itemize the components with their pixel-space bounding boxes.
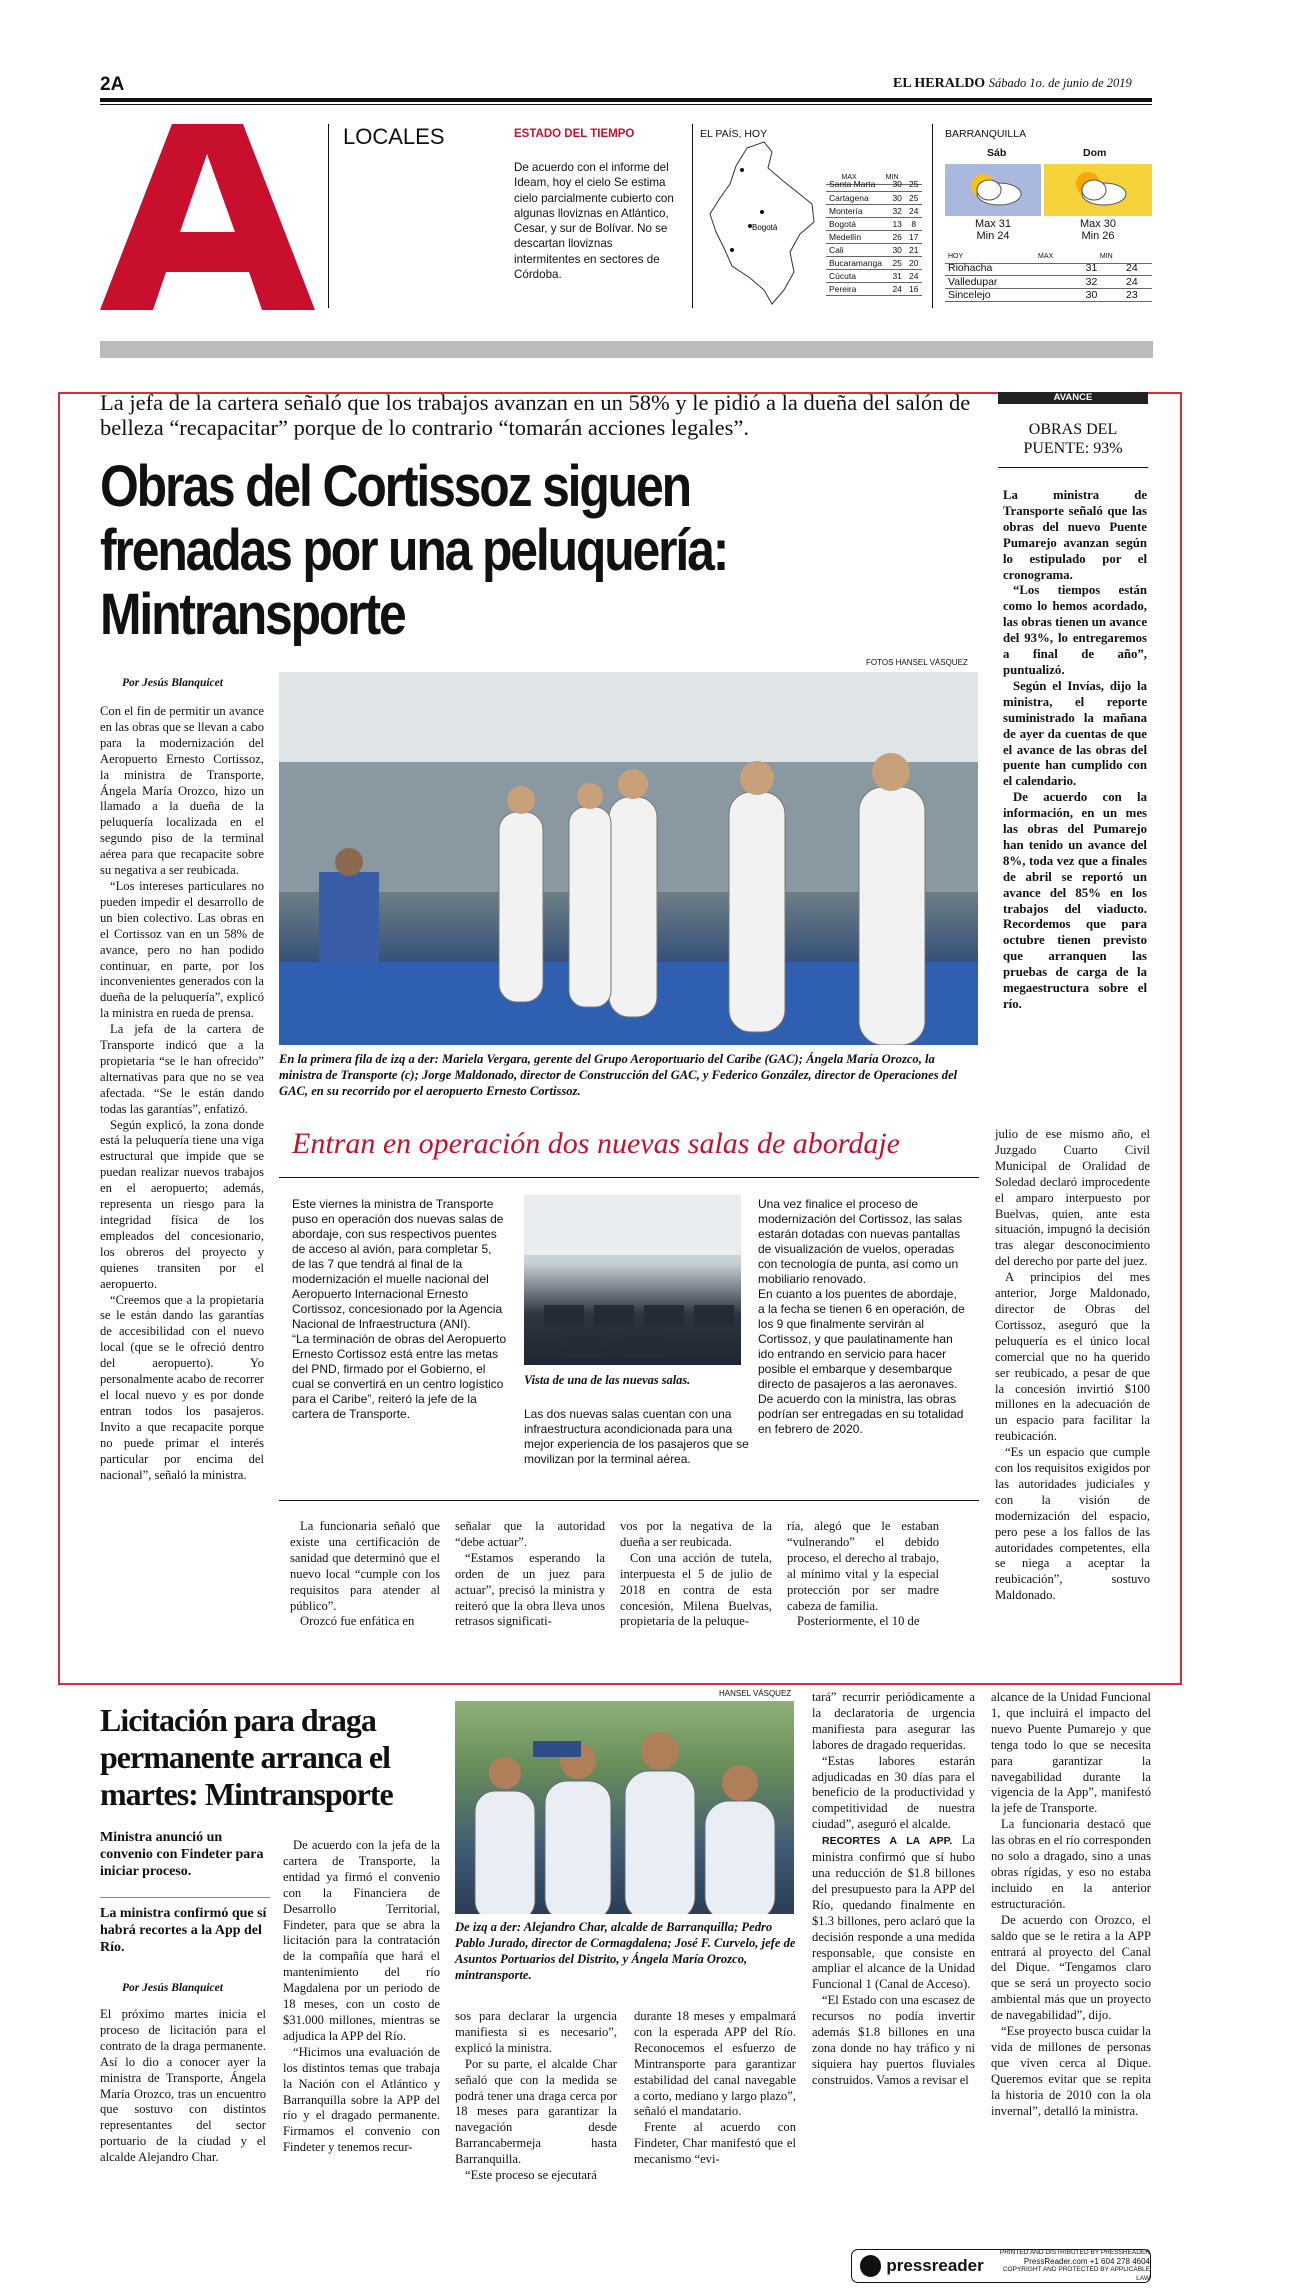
summary-1: Ministra anunció un convenio con Findeter para iniciar proceso.	[100, 1830, 264, 1879]
divider	[692, 124, 693, 308]
sidebar-title: OBRAS DEL PUENTE: 93%	[1023, 421, 1123, 457]
max-header: MAX	[839, 171, 883, 184]
paragraph: Según explicó, la zona donde está la peluquería tiene una viga estructural que impide que se puedan realizar nuevos trabajos en el aeropuerto; además, representa un riesgo para la integridad física de los empleados del concesionario, los obreros del proyecto y quienes transiten por el aeropuerto.	[100, 1117, 264, 1291]
sidebar-rule	[998, 467, 1148, 468]
gray-band	[100, 341, 1153, 358]
country-title: EL PAÍS, HOY	[700, 128, 768, 140]
sub-headline: Entran en operación dos nuevas salas de abordaje	[292, 1127, 900, 1160]
paragraph: “Estamos esperando la orden de un juez para actuar”, precisó la ministra y reiteró que la obra lleva unos retrasos significati-	[455, 1550, 605, 1629]
paper-name: EL HERALDO	[893, 76, 986, 91]
table-row: Cúcuta 31 24	[826, 269, 922, 282]
barranquilla-title: BARRANQUILLA	[945, 128, 1027, 140]
table-row: Bucaramanga 25 20	[826, 256, 922, 269]
paragraph: La ministra de Transporte señaló que las obras del nuevo Puente Pumarejo avanzan según lo estipulado por el cronograma.	[1003, 488, 1147, 582]
header-rule	[100, 98, 1152, 102]
box-photo-caption: Vista de una de las nuevas salas.	[524, 1373, 691, 1387]
paragraph: Con una acción de tutela, interpuesta el 5 de julio de 2018 en contra de esta concesión, Milena Buelvas, propietaria de la peluque-	[620, 1550, 772, 1629]
table-row: Bogotá 13 8	[826, 217, 922, 230]
section-letter	[100, 124, 315, 310]
main-column-3	[455, 1519, 605, 1630]
paragraph: ría, alegó que le estaban “vulnerando” el debido proceso, el derecho al trabajo, al mínimo vital y la especial protección por ser madre cabeza de familia.	[787, 1519, 939, 1613]
paragraph: durante 18 meses y empalmará con la esperada APP del Río. Reconocemos el esfuerzo de Mintransporte para garantizar estabilidad del canal navegable a corto, mediano y largo plazo”, señaló el mandatario.	[634, 2009, 796, 2119]
paragraph: De acuerdo con la ministra, las obras podrían ser entregadas en su totalidad en febrero de 2020.	[758, 1392, 964, 1436]
main-column-5	[787, 1519, 939, 1630]
paragraph: “Es un espacio que cumple con los requisitos exigidos por las autoridades judiciales y con la visión de modernización del espacio, pero pese a los fallos de las autoridades competentes, ella se niega a aceptar la reubicación”, sostuvo Maldonado.	[995, 1445, 1150, 1603]
paragraph: Posteriormente, el 10 de	[797, 1614, 920, 1629]
day1-label: Sáb	[987, 147, 1007, 159]
main-column-1	[100, 704, 264, 1483]
paragraph: “Estas labores estarán adjudicadas en 30 días para el beneficio de la productividad y competitividad de nuestra ciudad”, aseguró el alcalde.	[812, 1753, 975, 1832]
paragraph: “Ese proyecto busca cuidar la vida de millones de personas que viven cerca al Dique. Queremos evitar que se repita la historia de 2010 con la ola invernal”, detalló la ministra.	[991, 2024, 1151, 2118]
second-photo	[455, 1701, 794, 1914]
paragraph: La funcionaria señaló que existe una certificación de sanidad que determinó que el nuevo local “cumple con los requisitos para atender al público”.	[290, 1519, 440, 1613]
paragraph: De acuerdo con Orozco, el saldo que se le retira a la APP entrará al proyecto del Canal del Dique. “Tengamos claro que se será un proyecto socio ambiental más que un proyecto de navegabilidad”, dijo.	[991, 1912, 1151, 2023]
second-column-4	[634, 2009, 796, 2168]
main-column-4	[620, 1519, 772, 1630]
table-row: Riohacha 31 24	[945, 262, 1152, 275]
day1-weather-box	[945, 164, 1041, 216]
table-row: Montería 32 24	[826, 204, 922, 217]
city-table-body	[826, 178, 922, 296]
main-headline: Obras del Cortissoz siguen frenadas por una peluquería: Mintransporte	[100, 454, 728, 647]
paragraph: “Hicimos una evaluación de los distintos temas que trabaja la Nación con el Atlántico y Barranquilla sobre la APP del río y el dragado permanente. Firmamos el convenio con Findeter y tenemos recur-	[283, 2044, 440, 2155]
paragraph: “Los tiempos están como lo hemos acordado, las obras tienen un avance del 93%, lo entregaremos a final de año”, puntualizó.	[1003, 583, 1147, 677]
second-column-6	[991, 1690, 1151, 2119]
paragraph: “Los intereses particulares no pueden impedir el desarrollo de un bien colectivo. Las obras en el Cortissoz van en un 58% de avance, pero no han podido continuar, en parte, por los inconvenientes generados con la dueña de la peluquería”, explicó la ministra en rueda de prensa.	[100, 878, 264, 1021]
paragraph: De acuerdo con la información, en un mes las obras del Pumarejo han tenido un avance del 8%, toda vez que a finales de abril se reportó un avance del 85% en los trabajos del viaducto. Recordemos que para octubre tienen previsto que arranquen las pruebas de carga de la megaestructura sobre el río.	[1003, 790, 1147, 1011]
table-row: Medellín 26 17	[826, 230, 922, 243]
sidebar-label: AVANCE	[998, 392, 1148, 404]
paragraph: tará” recurrir periódicamente a la declaratoria de urgencia manifiesta para asegurar las labores de dragado requeridas.	[812, 1690, 975, 1752]
second-column-3	[455, 2009, 617, 2184]
main-photo	[279, 672, 978, 1045]
sidebar-text	[1003, 488, 1147, 1013]
table-row: Valledupar 32 24	[945, 275, 1152, 288]
second-headline: Licitación para draga permanente arranca el martes: Mintransporte	[100, 1702, 393, 1812]
map-label: Bogotá	[752, 223, 778, 232]
colombia-map-icon	[702, 140, 824, 308]
paragraph: “El Estado con una escasez de recursos no podía invertir además $1.8 billones en una zona donde no hay tráfico y ni siquiera hay puertos fluviales construidos. Vamos a revisar el	[812, 1993, 975, 2087]
box-rule-bottom	[279, 1500, 979, 1501]
box-photo	[524, 1195, 741, 1365]
page-number: 2A	[100, 74, 125, 95]
paragraph: La jefa de la cartera de Transporte indicó que a la propietaria “se le han ofrecido” alternativas para que no se vea afectada. “Se le están dando todas las garantías”, enfatizó.	[100, 1022, 264, 1116]
paragraph: julio de ese mismo año, el Juzgado Cuarto Civil Municipal de Oralidad de Soledad declaró improcedente el amparo interpuesto por Buelvas, quien, ante esta situación, impugnó la decisión tras alegar desconocimiento del derecho por parte del juez.	[995, 1127, 1150, 1269]
paragraph: vos por la negativa de la dueña a ser reubicada.	[620, 1519, 772, 1549]
summary-2: La ministra confirmó que sí habrá recortes a la App del Río.	[100, 1906, 267, 1955]
box-right-text	[758, 1197, 966, 1437]
box-rule	[279, 1177, 979, 1178]
second-column-1: El próximo martes inicia el proceso de licitación para el contrato de la draga permanente. Así lo dio a conocer ayer la ministra de Transporte, Ángela María Orozco, tras un encuentro que sostuvo con distintos representantes del sector portuario de la ciudad y el alcalde Alejandro Char.	[100, 2007, 266, 2165]
summary-rule	[100, 1897, 270, 1898]
second-photo-caption: De izq a der: Alejandro Char, alcalde de Barranquilla; Pedro Pablo Jurado, director de Cormagdalena; José F. Curvelo, jefe de Asuntos Portuarios del Distrito, y Ángela María Orozco, mintransporte.	[455, 1920, 796, 1982]
second-column-5	[812, 1690, 975, 2089]
paragraph: “La terminación de obras del Aeropuerto Ernesto Cortissoz está entre las metas del PND, firmado por el Gobierno, el cual se convertirá en un centro logístico para el Caribe”, reiteró la jefe de la cartera de Transporte.	[292, 1332, 507, 1421]
table-row: Santa Marta 30 25	[826, 178, 922, 191]
paragraph: “Creemos que a la propietaria se le están dando las garantías de accesibilidad con el nuevo local (que se le ofreció dentro del aeropuerto). Yo personalmente acabo de recorrer el local nuevo y es por donde entran todos los pasajeros. Invito a que recapacite porque no puede primar el interés particular por encima del nacional”, señaló la ministra.	[100, 1292, 264, 1482]
pressreader-legal: PRINTED AND DISTRIBUTED BY PRESSREADER PressReader.com +1 604 278 4604 COPYRIGHT AND PROTECTED BY APPLICABLE LAW	[999, 2249, 1150, 2282]
box-mid-text: Las dos nuevas salas cuentan con una infraestructura acondicionada para una mejor experiencia de los pasajeros que se movilizan por la terminal aérea.	[524, 1407, 749, 1466]
main-photo-caption: En la primera fila de izq a der: Mariela Vergara, gerente del Grupo Aeroportuario del Caribe (GAC); Ángela María Orozco, la ministra de Transporte (c); Jorge Maldonado, director de Construcción del GAC, y Federico González, director de Operaciones del GAC, en su recorrido por el aeropuerto Ernesto Cortissoz.	[279, 1052, 958, 1098]
paragraph: Por su parte, el alcalde Char señaló que con la medida se podrá tener una draga cerca por 18 meses para garantizar la navegación desde Barrancabermeja hasta Barranquilla.	[455, 2056, 617, 2167]
paragraph: Con el fin de permitir un avance en las obras que se llevan a cabo para la modernización del Aeropuerto Ernesto Cortissoz, la ministra de Transporte, Ángela María Orozco, hizo un llamado a la dueña de la peluquería localizada en el segundo piso de la terminal aérea para que recapacite sobre su negativa a ser reubicada.	[100, 704, 265, 878]
byline: Por Jesús Blanquicet	[122, 677, 223, 689]
second-column-2	[283, 1838, 440, 2156]
table-row: Pereira 24 16	[826, 282, 922, 295]
paragraph: Este viernes la ministra de Transporte puso en operación dos nuevas salas de abordaje, con sus respectivos puentes de acceso al avión, para completar 5, de las 7 que tendrá al final de la modernización el muelle nacional del Aeropuerto Internacional Ernesto Cortissoz, concesionado por la Agencia Nacional de Infraestructura (ANI).	[292, 1197, 504, 1331]
boarding-room-illustration	[524, 1195, 741, 1365]
paragraph: Frente al acuerdo con Findeter, Char manifestó que el mecanismo “evi-	[634, 2120, 796, 2167]
weather-text: De acuerdo con el informe del Ideam, hoy el cielo Se estima cielo parcialmente cubierto con algunas lloviznas en Atlántico, Cesar, y sur de Bolívar. No se descartan lloviznas intermitentes en sectores de Córdoba.	[514, 161, 674, 282]
second-byline: Por Jesús Blanquicet	[122, 1982, 223, 1994]
divider	[328, 124, 329, 308]
pressreader-badge[interactable]	[851, 2249, 1151, 2283]
second-photo-credit: HANSEL VÁSQUEZ	[719, 1689, 792, 1698]
main-deck: La jefa de la cartera señaló que los trabajos avanzan en un 58% y le pidió a la dueña del salón de belleza “recapacitar” porque de lo contrario “tomarán acciones legales”.	[100, 390, 971, 440]
people-illustration	[279, 672, 978, 1045]
pressreader-logo-icon	[860, 2255, 881, 2277]
paragraph: Orozcó fue enfática en	[300, 1614, 415, 1629]
paragraph: A principios del mes anterior, Jorge Maldonado, director de Obras del Cortissoz, aseguró que la peluquería es el único local comercial que no ha querido ser reubicado, a pesar de que la concesión invirtió $100 millones en la adecuación de un espacio para facilitar la reubicación.	[995, 1270, 1150, 1444]
paragraph: RECORTES A LA APP. La ministra confirmó que sí hubo una reducción de $1.8 billones del presupuesto para la APP del Río, quedando finalmente en $1.3 billones, pero aclaró que la decisión responde a una medida responsable, que consiste en ampliar el alcance de la Unidad Funcional 1 (Canal de Acceso).	[812, 1833, 975, 1992]
header-rule-thin	[100, 104, 1152, 105]
main-column-2	[290, 1519, 440, 1630]
paragraph: Una vez finalice el proceso de modernización del Cortissoz, las salas estarán dotadas con nuevas pantallas de visualización de vuelos, operadas con tecnología de punta, así como un mobiliario renovado.	[758, 1197, 963, 1286]
paragraph: “Este proceso se ejecutará	[465, 2168, 597, 2183]
box-left-text	[292, 1197, 507, 1422]
day2-temps: Max 30 Min 26	[1079, 218, 1117, 242]
paragraph: La funcionaria destacó que las obras en el río corresponden no solo a dragado, sino a unas obras rígidas, y eso no estaba incluido en la anterior estructuración.	[991, 1817, 1151, 1911]
photo-credit: FOTOS HANSEL VÁSQUEZ	[866, 658, 968, 667]
local-table-body	[945, 262, 1152, 302]
local-table: HOY MAX MIN	[945, 250, 1152, 264]
paragraph: alcance de la Unidad Funcional 1, que incluirá el impacto del nuevo Puente Pumarejo y que tenga todo lo que se necesita para garantizar la navegabilidad durante la vigencia de la App”, manifestó la jefe de Transporte.	[991, 1690, 1151, 1816]
issue-date: Sábado 1o. de junio de 2019	[988, 76, 1132, 90]
paragraph: En cuanto a los puentes de abordaje, a la fecha se tienen 6 en operación, de los 9 que finalmente servirán al Cortissoz, y que paulatinamente han ido entrando en servicio para hacer posible el embarque y desembarque directo de pasajeros a las aeronaves.	[758, 1287, 965, 1391]
weather-title: ESTADO DEL TIEMPO	[514, 128, 635, 140]
table-row: Cali 30 21	[826, 243, 922, 256]
pressreader-brand: pressreader	[886, 2256, 984, 2275]
masthead	[893, 76, 1132, 92]
paragraph: De acuerdo con la jefa de la cartera de Transporte, la entidad ya firmó el convenio con la Financiera de Desarrollo Territorial, Findeter, para que se abra la licitación para la contratación de la compañía que hará el mantenimiento del río Magdalena por un periodo de 18 meses, con un costo de $31.000 millones, mientras se adjudica la APP del Río.	[283, 1838, 440, 2043]
paragraph: Según el Invías, dijo la ministra, el reporte suministrado la mañana de ayer da cuentas de que el avance de las obras del puente han cumplido con el calendario.	[1003, 678, 1147, 789]
partly-cloudy-icon	[1044, 164, 1152, 216]
section-name: LOCALES	[343, 124, 445, 149]
main-column-6	[995, 1127, 1150, 1604]
day1-temps: Max 31 Min 24	[974, 218, 1012, 242]
min-header: MIN	[883, 171, 922, 184]
divider	[932, 124, 933, 308]
table-row: Sincelejo 30 23	[945, 288, 1152, 301]
paragraph: señalar que la autoridad “debe actuar”.	[455, 1519, 605, 1549]
people-illustration	[455, 1701, 794, 1914]
paragraph: sos para declarar la urgencia manifiesta si es necesario”, explicó la ministra.	[455, 2009, 617, 2055]
partly-cloudy-icon	[945, 164, 1041, 216]
day2-label: Dom	[1083, 147, 1107, 159]
day2-weather-box	[1044, 164, 1152, 216]
table-row: Cartagena 30 25	[826, 191, 922, 204]
